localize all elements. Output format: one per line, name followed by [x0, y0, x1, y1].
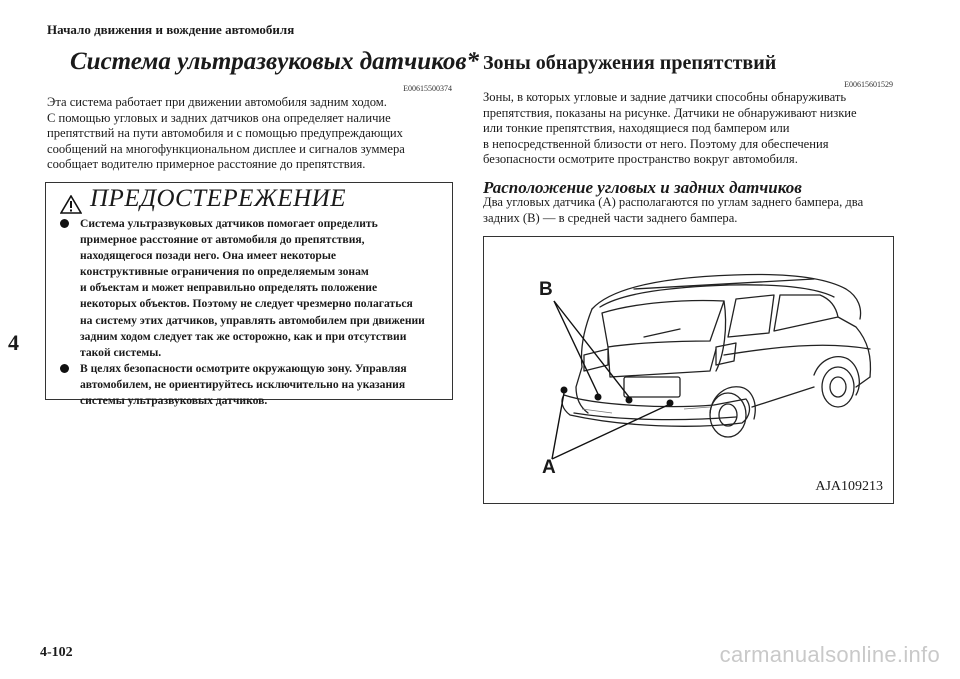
sensor-location-paragraph [483, 195, 903, 226]
text-line: Система ультразвуковых датчиков помогает определить [80, 217, 378, 230]
bullet-icon [60, 219, 69, 228]
section-heading: Система ультразвуковых датчиков* [70, 48, 480, 75]
warning-triangle-icon [60, 195, 82, 214]
text-line: или тонкие препятствия, находящиеся под бампером или [483, 121, 790, 135]
sensor-figure [483, 236, 894, 504]
running-header: Начало движения и вождение автомобиля [47, 22, 295, 37]
chapter-tab: 4 [8, 330, 19, 355]
text-line: автомобилем, не ориентируйтесь исключительно на указания [80, 377, 406, 391]
text-line: В целях безопасности осмотрите окружающую зону. Управляя [80, 361, 407, 375]
bullet-icon [60, 364, 69, 373]
text-line: некоторых объектов. Поэтому не следует чрезмерно полагаться [80, 297, 413, 311]
page-number: 4-102 [40, 645, 73, 660]
text-line: препятствия, показаны на рисунке. Датчики не обнаруживают низкие [483, 105, 857, 120]
text-line: такой системы. [80, 345, 162, 359]
warning-item [60, 361, 452, 409]
text-line: в непосредственной близости от него. Поэтому для обеспечения [483, 136, 829, 151]
text-line: системы ультразвуковых датчиков. [80, 394, 268, 408]
text-line: конструктивные ограничения по определяемым зонам [80, 265, 369, 279]
text-line: находящегося позади него. Она имеет некоторые [80, 249, 337, 263]
sensor-location-subheading: Расположение угловых и задних датчиков [483, 178, 802, 197]
text-line: Зоны, в которых угловые и задние датчики способны обнаруживать [483, 90, 847, 104]
text-line: сообщает водителю примерное расстояние до препятствия. [47, 157, 366, 171]
text-line: Эта система работает при движении автомобиля задним ходом. [47, 95, 387, 109]
text-line: задним ходом следует так же осторожно, как и при отсутствии [80, 329, 407, 343]
intro-paragraph [47, 95, 457, 173]
section-code: E00615601529 [844, 80, 893, 89]
label-a: A [542, 457, 556, 478]
text-line: сообщений на многофункциональном дисплее и сигналов зуммера [47, 141, 405, 156]
figure-code: AJA109213 [815, 479, 883, 494]
text-line: примерное расстояние от автомобиля до препятствия, [80, 233, 365, 247]
warning-item [60, 216, 452, 361]
warning-title: ПРЕДОСТЕРЕЖЕНИЕ [90, 185, 346, 212]
text-line: безопасности осмотрите пространство вокруг автомобиля. [483, 152, 798, 166]
text-line: задних (B) — в средней части заднего бампера. [483, 210, 738, 225]
zones-paragraph [483, 90, 903, 168]
watermark: carmanualsonline.info [719, 642, 940, 667]
text-line: Два угловых датчика (A) располагаются по углам заднего бампера, два [483, 195, 864, 209]
section-code: E00615500374 [403, 84, 452, 93]
text-line: на систему этих датчиков, управлять автомобилем при движении [80, 313, 425, 327]
text-line: С помощью угловых и задних датчиков она определяет наличие [47, 110, 391, 125]
label-b: B [539, 279, 553, 300]
warning-list [60, 216, 452, 409]
detection-zones-heading: Зоны обнаружения препятствий [483, 52, 777, 74]
text-line: и объектам и может неправильно определять положение [80, 281, 378, 295]
text-line: препятствий на пути автомобиля и с помощью предупреждающих [47, 126, 403, 140]
